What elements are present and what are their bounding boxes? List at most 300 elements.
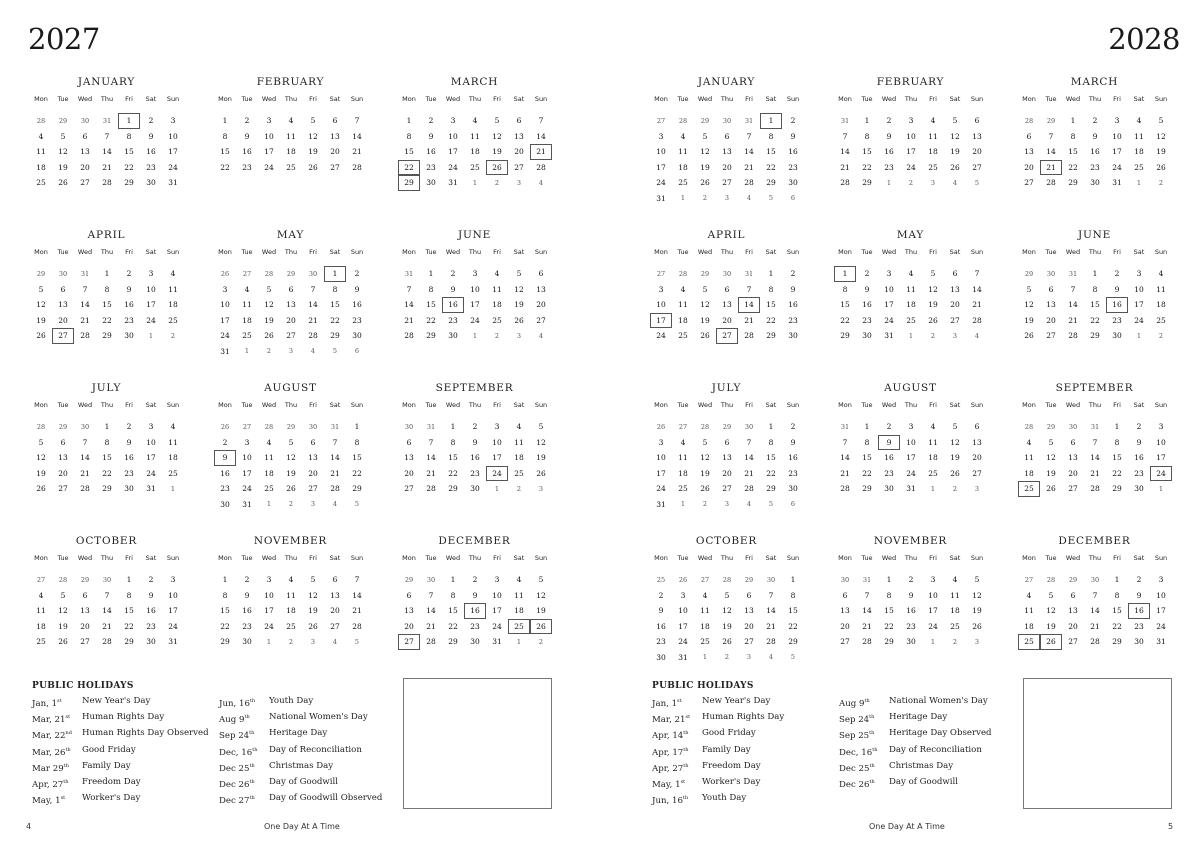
weekday-label: Fri — [1113, 248, 1121, 256]
day-cell: 21 — [308, 315, 318, 325]
day-cell: 29 — [124, 178, 134, 188]
adjacent-month-day-cell: 28 — [678, 269, 688, 278]
weekday-label: Fri — [929, 248, 937, 256]
weekday-label: Tue — [861, 401, 873, 409]
month-may — [834, 228, 989, 344]
day-cell: 14 — [840, 453, 850, 463]
day-cell: 4 — [1136, 116, 1142, 126]
day-cell: 4 — [38, 590, 44, 600]
day-cell: 3 — [1114, 116, 1120, 126]
holiday-name: Heritage Day Observed — [889, 728, 992, 739]
day-cell: 29 — [102, 331, 112, 341]
day-cell: 13 — [308, 453, 318, 463]
year-title-2028: 2028 — [1108, 22, 1180, 56]
day-cell: 5 — [1048, 590, 1054, 600]
day-cell: 10 — [168, 131, 178, 141]
day-grid — [834, 572, 989, 650]
day-cell: 7 — [310, 284, 316, 294]
weekday-header — [834, 399, 989, 411]
day-cell: 9 — [148, 131, 154, 141]
day-cell: 17 — [906, 453, 916, 463]
day-cell: 11 — [36, 147, 46, 157]
weekday-label: Wed — [77, 248, 93, 256]
day-cell: 29 — [1068, 178, 1078, 188]
holiday-date-suffix: st — [57, 698, 62, 704]
day-cell: 17 — [492, 453, 502, 463]
month-may — [214, 228, 369, 359]
weekday-label: Tue — [57, 401, 69, 409]
day-cell: 9 — [450, 284, 456, 294]
day-cell: 3 — [1158, 575, 1164, 585]
day-cell: 31 — [1112, 178, 1122, 188]
day-grid — [214, 572, 369, 650]
day-cell: 20 — [80, 621, 90, 631]
month-name: JULY — [91, 382, 122, 394]
day-cell: 11 — [678, 147, 688, 157]
adjacent-month-day-cell: 29 — [286, 269, 296, 278]
adjacent-month-day-cell: 31 — [102, 116, 112, 125]
holiday-name: Day of Goodwill — [269, 776, 339, 787]
day-cell: 20 — [404, 468, 414, 478]
day-cell: 13 — [722, 453, 732, 463]
day-cell: 21 — [426, 621, 436, 631]
weekday-label: Mon — [654, 95, 668, 103]
day-cell: 27 — [722, 484, 732, 494]
day-cell: 29 — [766, 331, 776, 341]
month-july — [650, 381, 805, 512]
weekday-label: Sun — [534, 554, 548, 562]
day-cell: 15 — [840, 300, 850, 310]
day-cell: 22 — [220, 162, 230, 172]
holiday-date-suffix: st — [60, 795, 66, 802]
holiday-date-text: Jan, 1 — [32, 699, 58, 709]
adjacent-month-day-cell: 2 — [494, 178, 500, 187]
weekday-label: Sun — [350, 554, 364, 562]
day-cell: 8 — [842, 284, 848, 294]
day-cell: 13 — [840, 606, 850, 616]
day-grid — [1018, 419, 1173, 497]
day-cell: 19 — [286, 468, 296, 478]
day-cell: 11 — [700, 606, 710, 616]
day-cell: 19 — [514, 300, 524, 310]
weekday-label: Tue — [241, 401, 253, 409]
holiday-date-text: Apr, 14 — [652, 731, 684, 742]
weekday-label: Wed — [261, 401, 277, 409]
holiday-date — [652, 774, 702, 790]
holiday-date-suffix: th — [683, 762, 689, 769]
day-cell: 30 — [124, 484, 134, 494]
weekday-label: Mon — [218, 554, 232, 562]
adjacent-month-day-cell: 27 — [656, 116, 666, 125]
weekday-label: Fri — [493, 401, 501, 409]
day-cell: 7 — [354, 575, 360, 585]
adjacent-month-day-cell: 30 — [1046, 269, 1056, 278]
day-cell: 12 — [1046, 606, 1056, 616]
adjacent-month-day-cell: 31 — [1068, 269, 1078, 278]
adjacent-month-day-cell: 3 — [310, 637, 316, 646]
day-cell: 12 — [722, 606, 732, 616]
day-cell: 9 — [1092, 131, 1098, 141]
day-cell: 11 — [678, 300, 688, 310]
adjacent-month-day-cell: 1 — [930, 484, 936, 493]
day-cell: 2 — [658, 590, 664, 600]
day-cell: 5 — [266, 284, 272, 294]
weekday-label: Fri — [929, 401, 937, 409]
weekday-label: Mon — [838, 248, 852, 256]
weekday-label: Fri — [493, 95, 501, 103]
holiday-day-cell: 25 — [1018, 481, 1040, 497]
holiday-entry — [219, 693, 382, 709]
day-cell: 12 — [514, 284, 524, 294]
adjacent-month-day-cell: 6 — [790, 500, 796, 509]
day-cell: 12 — [1046, 453, 1056, 463]
day-cell: 15 — [862, 453, 872, 463]
holiday-date-text: Apr, 17 — [652, 747, 684, 758]
day-cell: 19 — [58, 162, 68, 172]
day-cell: 4 — [288, 575, 294, 585]
weekday-label: Sun — [534, 401, 548, 409]
weekday-label: Fri — [929, 95, 937, 103]
day-cell: 17 — [1156, 453, 1166, 463]
weekday-label: Thu — [100, 401, 114, 409]
day-cell: 17 — [146, 300, 156, 310]
adjacent-month-day-cell: 27 — [678, 422, 688, 431]
day-cell: 13 — [330, 131, 340, 141]
day-cell: 27 — [536, 315, 546, 325]
day-cell: 20 — [536, 300, 546, 310]
day-cell: 20 — [722, 315, 732, 325]
day-cell: 28 — [862, 637, 872, 647]
day-cell: 26 — [536, 468, 546, 478]
day-cell: 5 — [724, 590, 730, 600]
day-cell: 13 — [1068, 606, 1078, 616]
day-cell: 18 — [928, 453, 938, 463]
day-cell: 15 — [788, 606, 798, 616]
day-cell: 9 — [864, 284, 870, 294]
day-cell: 2 — [472, 422, 478, 432]
day-cell: 3 — [908, 422, 914, 432]
day-cell: 24 — [884, 315, 894, 325]
holiday-date — [652, 790, 702, 806]
day-cell: 28 — [1090, 484, 1100, 494]
day-cell: 19 — [308, 606, 318, 616]
adjacent-month-day-cell: 29 — [700, 269, 710, 278]
day-grid — [214, 419, 369, 512]
day-cell: 21 — [404, 315, 414, 325]
day-cell: 17 — [1112, 147, 1122, 157]
month-name: MARCH — [450, 76, 499, 88]
holiday-name: Christmas Day — [269, 760, 334, 771]
month-name: JANUARY — [77, 76, 136, 88]
weekday-label: Fri — [309, 248, 317, 256]
day-cell: 8 — [126, 131, 132, 141]
day-cell: 19 — [492, 147, 502, 157]
day-cell: 21 — [744, 315, 754, 325]
day-cell: 28 — [744, 484, 754, 494]
day-cell: 21 — [1090, 621, 1100, 631]
day-cell: 28 — [330, 484, 340, 494]
weekday-label: Mon — [654, 401, 668, 409]
month-december — [398, 534, 553, 650]
day-cell: 26 — [700, 484, 710, 494]
day-cell: 31 — [448, 178, 458, 188]
day-cell: 20 — [972, 453, 982, 463]
holiday-day-cell: 27 — [52, 328, 74, 344]
holiday-date-text: May, 1 — [652, 779, 681, 790]
adjacent-month-day-cell: 31 — [840, 116, 850, 125]
holiday-date — [32, 774, 82, 790]
holiday-entry — [219, 758, 382, 774]
day-cell: 25 — [286, 162, 296, 172]
day-cell: 1 — [104, 269, 110, 279]
day-cell: 20 — [330, 606, 340, 616]
weekday-label: Sat — [1133, 401, 1145, 409]
weekday-label: Sun — [1154, 554, 1168, 562]
day-cell: 14 — [972, 284, 982, 294]
day-cell: 9 — [472, 590, 478, 600]
day-cell: 29 — [220, 637, 230, 647]
day-cell: 13 — [744, 606, 754, 616]
day-cell: 14 — [80, 453, 90, 463]
weekday-label: Thu — [284, 95, 298, 103]
weekday-header — [650, 552, 805, 564]
day-cell: 16 — [426, 147, 436, 157]
weekday-label: Wed — [1065, 401, 1081, 409]
adjacent-month-day-cell: 2 — [288, 500, 294, 509]
adjacent-month-day-cell: 2 — [702, 194, 708, 203]
day-cell: 15 — [220, 606, 230, 616]
holiday-date-suffix: th — [683, 746, 689, 753]
holiday-date-suffix: st — [680, 778, 686, 785]
day-cell: 31 — [220, 346, 230, 356]
day-cell: 9 — [886, 131, 892, 141]
day-cell: 18 — [514, 606, 524, 616]
day-cell: 7 — [974, 269, 980, 279]
holiday-day-cell: 16 — [1128, 603, 1150, 619]
weekday-label: Sun — [970, 401, 984, 409]
weekday-label: Fri — [745, 248, 753, 256]
day-cell: 12 — [36, 453, 46, 463]
day-cell: 13 — [330, 590, 340, 600]
weekday-label: Fri — [125, 95, 133, 103]
day-cell: 19 — [700, 315, 710, 325]
day-cell: 6 — [724, 131, 730, 141]
adjacent-month-day-cell: 4 — [538, 331, 544, 340]
adjacent-month-day-cell: 3 — [746, 653, 752, 662]
day-cell: 23 — [906, 621, 916, 631]
holiday-date — [32, 709, 82, 725]
day-cell: 24 — [242, 484, 252, 494]
month-february — [834, 75, 989, 191]
day-cell: 13 — [58, 300, 68, 310]
day-cell: 6 — [952, 269, 958, 279]
day-cell: 12 — [1024, 300, 1034, 310]
day-cell: 4 — [680, 437, 686, 447]
day-cell: 3 — [222, 284, 228, 294]
day-grid — [398, 419, 553, 497]
day-cell: 24 — [220, 331, 230, 341]
day-cell: 10 — [242, 453, 252, 463]
holiday-entry — [652, 693, 839, 709]
weekday-label: Tue — [425, 248, 437, 256]
day-cell: 28 — [1090, 637, 1100, 647]
weekday-label: Wed — [77, 554, 93, 562]
weekday-label: Tue — [57, 248, 69, 256]
day-cell: 1 — [768, 422, 774, 432]
day-cell: 25 — [678, 178, 688, 188]
weekday-label: Sun — [350, 401, 364, 409]
day-cell: 11 — [264, 453, 274, 463]
adjacent-month-day-cell: 31 — [744, 269, 754, 278]
day-cell: 15 — [1068, 147, 1078, 157]
weekday-label: Wed — [881, 554, 897, 562]
day-cell: 9 — [790, 437, 796, 447]
holiday-date-text: Dec 25 — [219, 763, 250, 774]
day-cell: 5 — [310, 116, 316, 126]
day-cell: 17 — [1156, 606, 1166, 616]
holiday-date-text: Sep 24 — [219, 731, 250, 742]
day-cell: 23 — [124, 315, 134, 325]
holidays-column-2 — [219, 693, 382, 806]
day-cell: 15 — [102, 300, 112, 310]
adjacent-month-day-cell: 30 — [722, 116, 732, 125]
holiday-date-suffix: th — [682, 795, 689, 802]
weekday-label: Sun — [1154, 401, 1168, 409]
holiday-day-cell: 26 — [1040, 634, 1062, 650]
day-cell: 23 — [426, 162, 436, 172]
holiday-entry — [839, 693, 992, 709]
day-cell: 20 — [972, 147, 982, 157]
weekday-label: Fri — [125, 554, 133, 562]
adjacent-month-day-cell: 6 — [354, 347, 360, 356]
day-cell: 5 — [494, 116, 500, 126]
adjacent-month-day-cell: 29 — [58, 116, 68, 125]
day-cell: 26 — [308, 162, 318, 172]
day-cell: 11 — [1024, 453, 1034, 463]
day-cell: 11 — [470, 131, 480, 141]
weekday-label: Sun — [350, 95, 364, 103]
holiday-date-text: Dec 26 — [839, 779, 870, 790]
holiday-date — [839, 758, 889, 774]
day-cell: 15 — [426, 300, 436, 310]
holiday-date-text: May, 1 — [32, 796, 61, 807]
weekday-label: Fri — [745, 401, 753, 409]
day-cell: 2 — [428, 116, 434, 126]
day-cell: 23 — [220, 484, 230, 494]
month-august — [834, 381, 989, 497]
day-cell: 11 — [1134, 131, 1144, 141]
day-cell: 8 — [1114, 590, 1120, 600]
day-cell: 14 — [352, 131, 362, 141]
weekday-label: Mon — [34, 554, 48, 562]
day-cell: 30 — [906, 637, 916, 647]
holiday-date — [219, 725, 269, 741]
day-cell: 22 — [1112, 468, 1122, 478]
adjacent-month-day-cell: 30 — [840, 575, 850, 584]
day-cell: 24 — [264, 621, 274, 631]
day-cell: 8 — [768, 284, 774, 294]
weekday-label: Sun — [1154, 248, 1168, 256]
day-cell: 7 — [746, 131, 752, 141]
day-cell: 23 — [242, 621, 252, 631]
day-cell: 20 — [330, 147, 340, 157]
adjacent-month-day-cell: 1 — [680, 194, 686, 203]
holiday-entry — [32, 725, 219, 741]
day-cell: 20 — [840, 621, 850, 631]
adjacent-month-day-cell: 1 — [886, 178, 892, 187]
day-cell: 19 — [928, 300, 938, 310]
day-cell: 25 — [514, 468, 524, 478]
day-cell: 2 — [1136, 422, 1142, 432]
day-cell: 1 — [450, 575, 456, 585]
day-cell: 29 — [330, 331, 340, 341]
adjacent-month-day-cell: 1 — [266, 637, 272, 646]
adjacent-month-day-cell: 29 — [1046, 116, 1056, 125]
holiday-date-suffix: th — [63, 762, 69, 769]
weekday-label: Fri — [1113, 95, 1121, 103]
day-cell: 10 — [678, 606, 688, 616]
day-cell: 27 — [286, 331, 296, 341]
holiday-date-suffix: th — [249, 795, 255, 802]
day-cell: 14 — [426, 606, 436, 616]
day-grid — [650, 113, 805, 206]
day-cell: 5 — [1048, 437, 1054, 447]
day-cell: 14 — [330, 453, 340, 463]
weekday-label: Sat — [513, 248, 525, 256]
day-cell: 26 — [700, 178, 710, 188]
day-grid — [650, 419, 805, 512]
day-cell: 24 — [146, 468, 156, 478]
month-september — [1018, 381, 1173, 497]
weekday-label: Sat — [145, 95, 157, 103]
day-cell: 14 — [80, 300, 90, 310]
day-cell: 10 — [264, 131, 274, 141]
weekday-label: Mon — [402, 401, 416, 409]
holiday-day-cell: 27 — [398, 634, 420, 650]
day-cell: 16 — [906, 606, 916, 616]
day-cell: 4 — [680, 284, 686, 294]
holiday-name: National Women's Day — [889, 696, 988, 706]
day-cell: 2 — [790, 269, 796, 279]
day-cell: 4 — [1026, 590, 1032, 600]
month-march — [398, 75, 553, 191]
day-cell: 3 — [472, 269, 478, 279]
day-cell: 13 — [1024, 147, 1034, 157]
weekday-label: Fri — [745, 554, 753, 562]
day-cell: 12 — [972, 590, 982, 600]
day-cell: 2 — [1136, 575, 1142, 585]
weekday-label: Thu — [904, 554, 918, 562]
holiday-name: New Year's Day — [82, 696, 151, 706]
day-cell: 2 — [1092, 116, 1098, 126]
weekday-label: Wed — [1065, 554, 1081, 562]
day-cell: 24 — [264, 162, 274, 172]
day-cell: 23 — [788, 162, 798, 172]
holiday-date-text: Dec, 16 — [219, 747, 253, 758]
month-name: SEPTEMBER — [1055, 382, 1134, 394]
day-cell: 7 — [82, 284, 88, 294]
weekday-label: Tue — [425, 401, 437, 409]
day-cell: 10 — [492, 437, 502, 447]
holiday-entry — [32, 742, 219, 758]
month-february — [214, 75, 369, 175]
holiday-day-cell: 1 — [324, 266, 346, 282]
holiday-date-text: Jan, 1 — [652, 699, 678, 709]
adjacent-month-day-cell: 4 — [952, 178, 958, 187]
weekday-label: Tue — [861, 95, 873, 103]
day-cell: 1 — [406, 116, 412, 126]
adjacent-month-day-cell: 29 — [58, 422, 68, 431]
